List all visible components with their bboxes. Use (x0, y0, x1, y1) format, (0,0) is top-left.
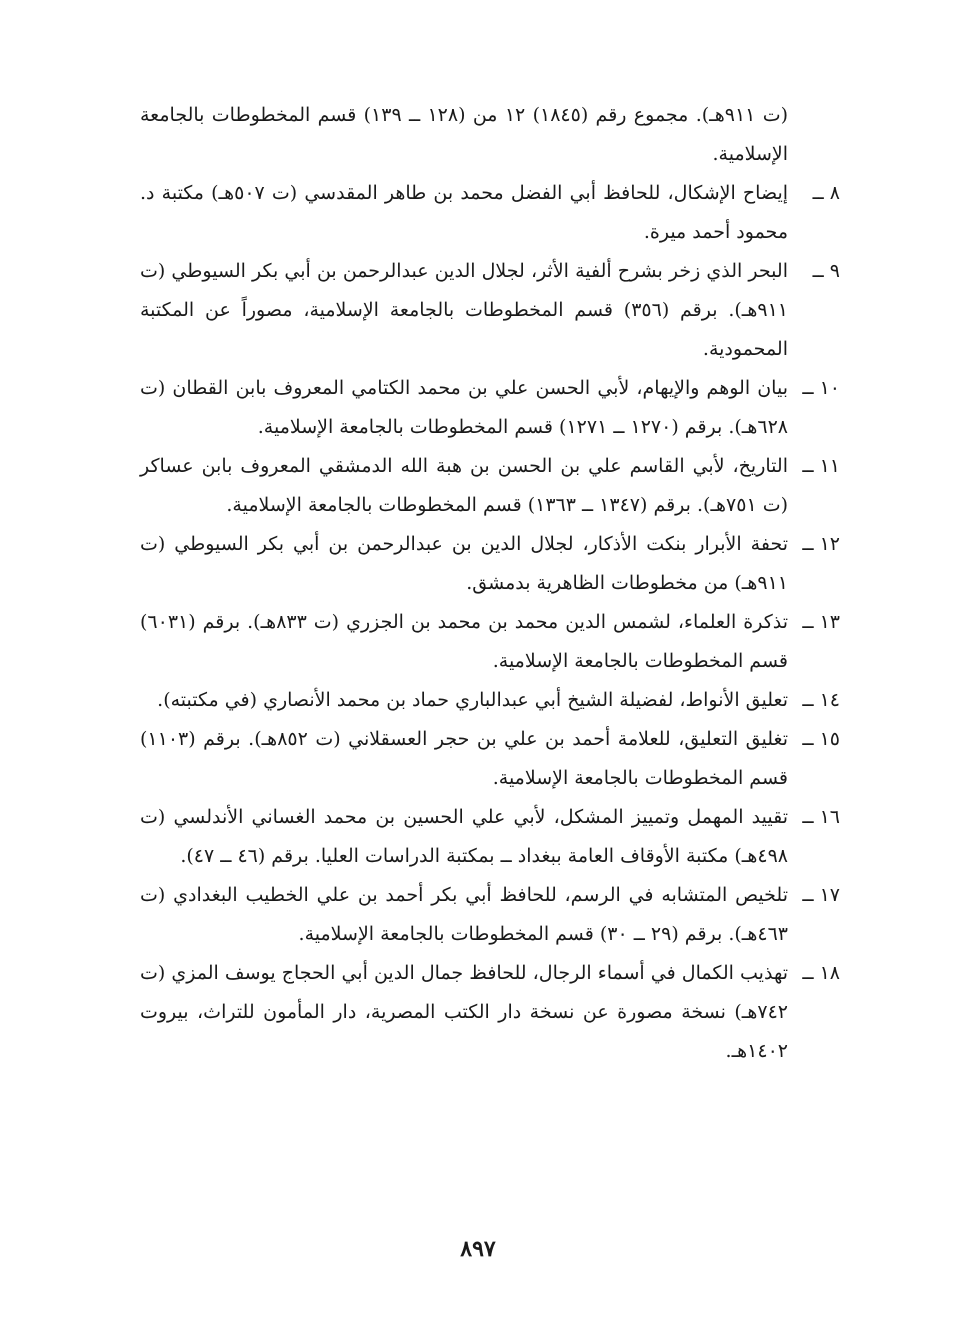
entry-text: بيان الوهم والإيهام، لأبي الحسن علي بن محمد الكتامي المعروف بابن القطان (ت ٦٢٨هـ). برقم (١٢٧٠ ــ ١٢٧١) قسم المخطوطات بالجامعة الإسلامية. (140, 377, 788, 438)
list-item (140, 876, 840, 954)
entry-number: ٩ ــ (812, 260, 840, 282)
list-item (140, 798, 840, 876)
entry-text: تقييد المهمل وتمييز المشكل، لأبي علي الحسين بن محمد الغساني الأندلسي (ت ٤٩٨هـ) مكتبة الأوقاف العامة ببغداد ــ بمكتبة الدراسات العليا. برقم (٤٦ ــ ٤٧). (140, 806, 788, 867)
entry-number: ٨ ــ (812, 182, 840, 204)
list-item (140, 369, 840, 447)
entry-text: البحر الذي زخر بشرح ألفية الأثر، لجلال الدين عبدالرحمن بن أبي بكر السيوطي (ت ٩١١هـ). برقم (٣٥٦) قسم المخطوطات بالجامعة الإسلامية، مصوراً عن المكتبة المحمودية. (140, 260, 789, 360)
entry-number: ١٤ ــ (802, 689, 840, 711)
list-item (140, 447, 840, 525)
entry-number: ١١ ــ (802, 455, 840, 477)
list-item (140, 174, 840, 252)
list-item (140, 603, 840, 681)
continued-entry-text: (ت ٩١١هـ). مجموع رقم (١٨٤٥) ١٢ من (١٢٨ ــ ١٣٩) قسم المخطوطات بالجامعة الإسلامية. (140, 104, 788, 165)
bibliography-list (140, 96, 840, 1071)
list-item (140, 525, 840, 603)
entry-text: تغليق التعليق، للعلامة أحمد بن علي بن حجر العسقلاني (ت ٨٥٢هـ). برقم (١١٠٣) قسم المخطوطات بالجامعة الإسلامية. (140, 728, 789, 789)
page-number: ٨٩٧ (460, 1236, 496, 1262)
entry-number: ١٢ ــ (802, 533, 840, 555)
entry-text: التاريخ، لأبي القاسم علي بن الحسن بن هبة الله الدمشقي المعروف بابن عساكر (ت ٧٥١هـ). برقم (١٣٤٧ ــ ١٣٦٣) قسم المخطوطات بالجامعة الإسلامية. (140, 455, 788, 516)
entry-text: تذكرة العلماء، لشمس الدين محمد بن محمد بن الجزري (ت ٨٣٣هـ). برقم (٦٠٣١) قسم المخطوطات بالجامعة الإسلامية. (140, 611, 788, 672)
entry-text: تحفة الأبرار بنكت الأذكار، لجلال الدين بن عبدالرحمن بن أبي بكر السيوطي (ت ٩١١هـ) من مخطوطات الظاهرية بدمشق. (140, 533, 788, 594)
entry-number: ١٦ ــ (802, 806, 840, 828)
entry-number: ١٧ ــ (802, 884, 840, 906)
list-item (140, 252, 840, 369)
list-item (140, 681, 840, 720)
entry-text: تعليق الأنواط، لفضيلة الشيخ أبي عبدالباري حماد بن محمد الأنصاري (في مكتبته). (157, 689, 788, 711)
list-item (140, 720, 840, 798)
entry-text: إيضاح الإشكال، للحافظ أبي الفضل محمد بن طاهر المقدسي (ت ٥٠٧هـ) مكتبة د. محمود أحمد ميرة. (140, 182, 789, 243)
entry-number: ١٨ ــ (802, 962, 840, 984)
entry-number: ١٣ ــ (802, 611, 840, 633)
entry-text: تلخيص المتشابه في الرسم، للحافظ أبي بكر أحمد بن علي الخطيب البغدادي (ت ٤٦٣هـ). برقم (٢٩ ــ ٣٠) قسم المخطوطات بالجامعة الإسلامية. (140, 884, 788, 945)
entry-text: تهذيب الكمال في أسماء الرجال، للحافظ جمال الدين أبي الحجاج يوسف المزي (ت ٧٤٢هـ) نسخة مصورة عن نسخة دار الكتب المصرية، دار المأمون للتراث، بيروت ١٤٠٢هـ. (140, 962, 788, 1062)
list-item (140, 954, 840, 1071)
entry-number: ١٠ ــ (802, 377, 840, 399)
entry-number: ١٥ ــ (802, 728, 840, 750)
